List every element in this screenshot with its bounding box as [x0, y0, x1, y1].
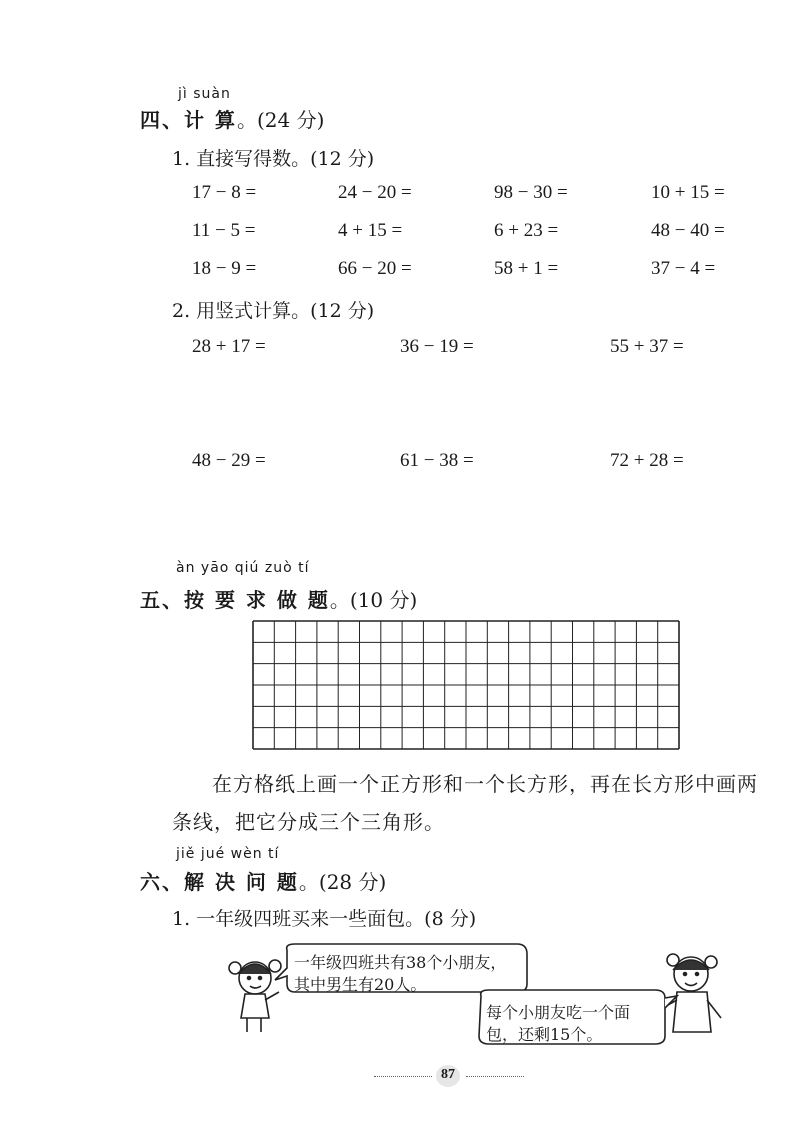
- section6-title: 六、解 决 问 题: [140, 870, 299, 894]
- equation: 4 + 15 =: [338, 220, 403, 241]
- equation: 66 − 20 =: [338, 258, 412, 279]
- girl-left-icon: [229, 960, 281, 1032]
- equation: 48 − 29 =: [192, 450, 266, 471]
- section5-title: 五、按 要 求 做 题: [140, 588, 330, 612]
- equation: 18 − 9 =: [192, 258, 257, 279]
- equation: 17 − 8 =: [192, 182, 257, 203]
- page-rule-right: [466, 1076, 524, 1077]
- equation: 72 + 28 =: [610, 450, 684, 471]
- page-rule-left: [374, 1076, 432, 1077]
- equation: 6 + 23 =: [494, 220, 559, 241]
- section5-pinyin: àn yāo qiú zuò tí: [176, 560, 310, 576]
- section5-heading: [140, 584, 417, 613]
- equation: 28 + 17 =: [192, 336, 266, 357]
- equation: 55 + 37 =: [610, 336, 684, 357]
- equation: 48 − 40 =: [651, 220, 725, 241]
- part2-title: 2. 用竖式计算。(12 分): [172, 300, 375, 322]
- equation: 98 − 30 =: [494, 182, 568, 203]
- bubble-left-line1: 一年级四班共有38个小朋友，: [294, 953, 507, 972]
- section4-score: 。(24 分): [236, 108, 325, 132]
- equation: 37 − 4 =: [651, 258, 716, 279]
- section6-pinyin: jiě jué wèn tí: [176, 846, 280, 862]
- section6-heading: [140, 866, 386, 895]
- section6-score: 。(28 分): [298, 870, 387, 894]
- bubble-right-line1: 每个小朋友吃一个面: [486, 1003, 631, 1022]
- section4-heading: [140, 104, 324, 133]
- equation: 10 + 15 =: [651, 182, 725, 203]
- problem1-title: 1. 一年级四班买来一些面包。(8 分): [172, 908, 477, 930]
- equation: 58 + 1 =: [494, 258, 559, 279]
- part1-title: 1. 直接写得数。(12 分): [172, 148, 375, 170]
- section4-pinyin: jì suàn: [178, 86, 231, 102]
- equation: 11 − 5 =: [192, 220, 256, 241]
- equation: 61 − 38 =: [400, 450, 474, 471]
- bubble-right-line2: 包，还剩15个。: [486, 1025, 603, 1044]
- section4-title: 四、计 算: [140, 108, 237, 132]
- section5-instruction-line1: 在方格纸上画一个正方形和一个长方形，再在长方形中画两: [212, 772, 758, 796]
- section5-score: 。(10 分): [329, 588, 418, 612]
- square-grid-paper[interactable]: [252, 620, 680, 750]
- equation: 24 − 20 =: [338, 182, 412, 203]
- page-number: 87: [441, 1067, 455, 1082]
- section5-instruction-line2: 条线，把它分成三个三角形。: [172, 810, 445, 834]
- bubble-left-line2: 其中男生有20人。: [294, 975, 427, 994]
- equation: 36 − 19 =: [400, 336, 474, 357]
